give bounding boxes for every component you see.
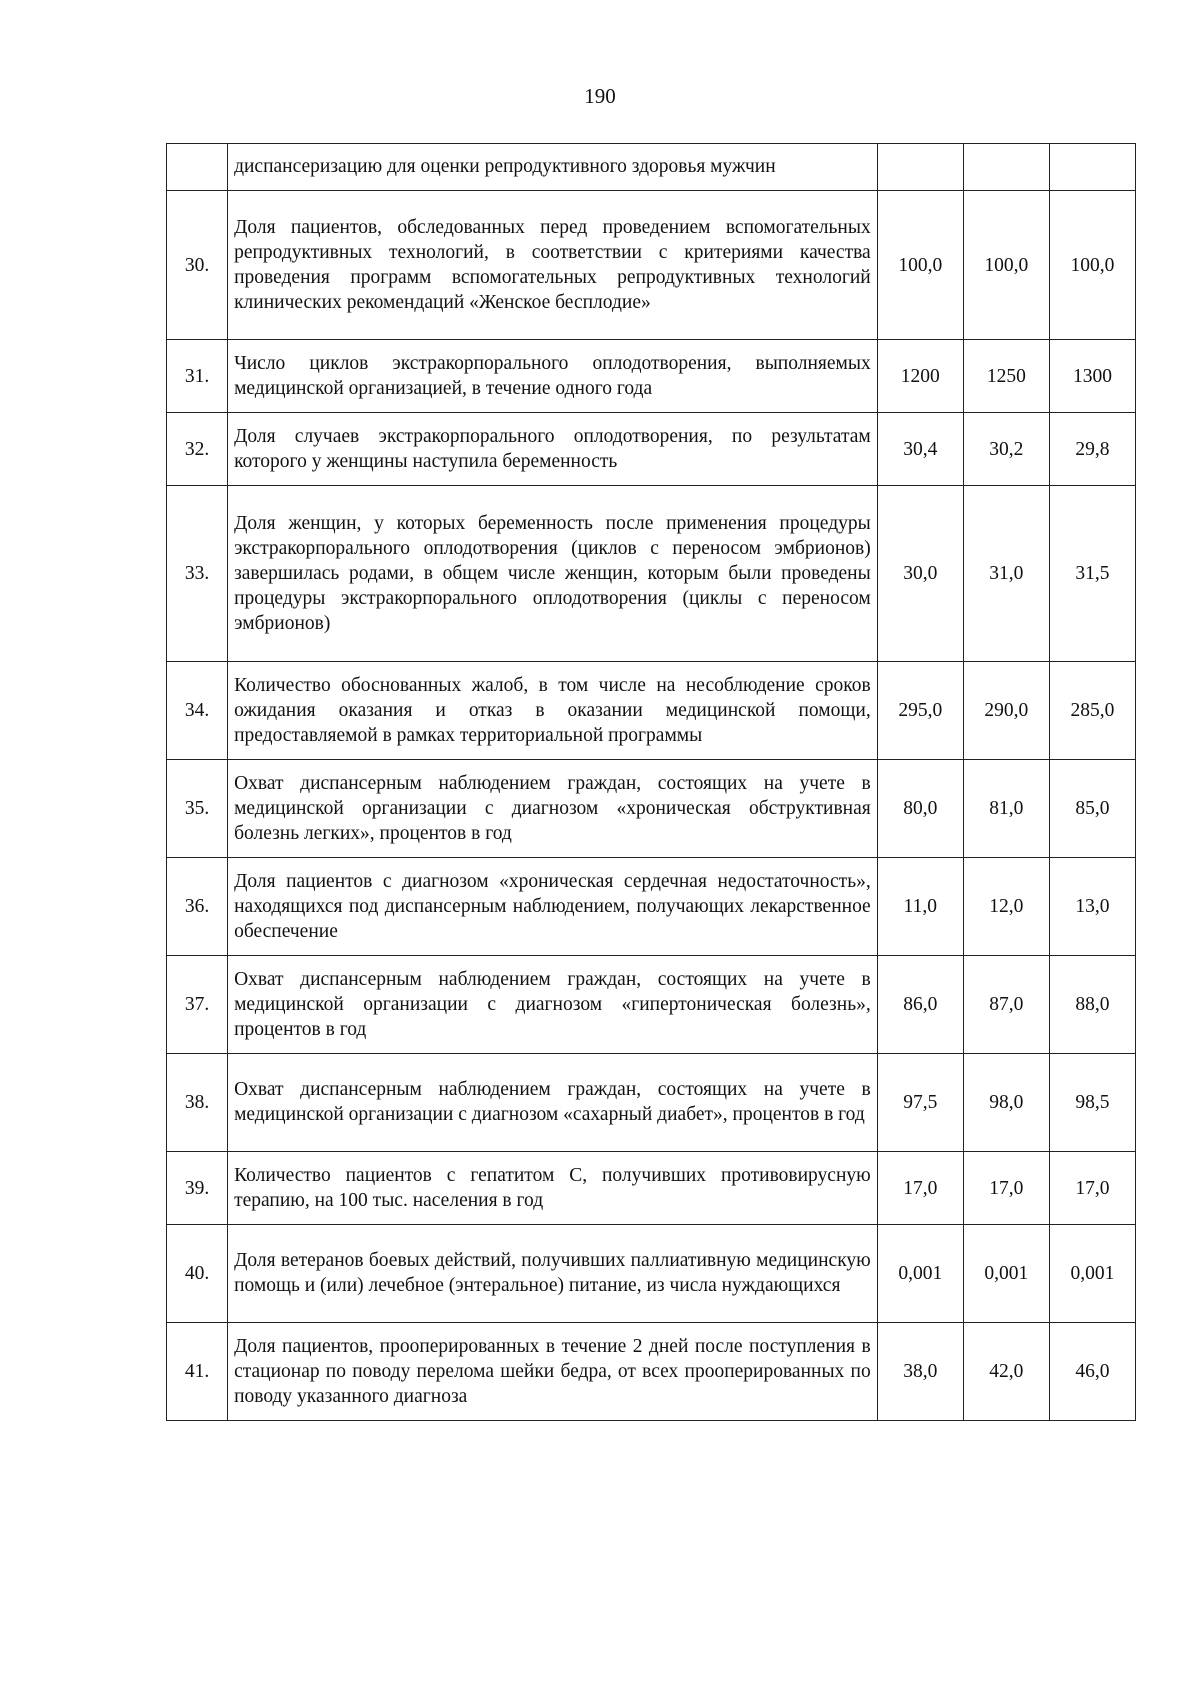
- table-row: [167, 144, 1136, 191]
- row-number: 38.: [167, 1054, 228, 1152]
- table-row: [167, 1323, 1136, 1421]
- value-year-1: 86,0: [877, 956, 963, 1054]
- table-row: [167, 191, 1136, 340]
- indicator-text: Охват диспансерным наблюдением граждан, состоящих на учете в медицинской организации с диагнозом «сахарный диабет», процентов в год: [228, 1054, 878, 1152]
- table-row: [167, 486, 1136, 662]
- indicator-text: Охват диспансерным наблюдением граждан, состоящих на учете в медицинской организации с диагнозом «хроническая обструктивная болезнь легких», процентов в год: [228, 760, 878, 858]
- value-year-1: 17,0: [877, 1152, 963, 1225]
- indicator-text: Доля пациентов, прооперированных в течение 2 дней после поступления в стационар по поводу перелома шейки бедра, от всех прооперированных по поводу указанного диагноза: [228, 1323, 878, 1421]
- value-year-3: 31,5: [1049, 486, 1135, 662]
- value-year-1: 11,0: [877, 858, 963, 956]
- indicator-text: Доля пациентов с диагнозом «хроническая сердечная недостаточность», находящихся под диспансерным наблюдением, получающих лекарственное обеспечение: [228, 858, 878, 956]
- value-year-1: 1200: [877, 340, 963, 413]
- value-year-3: 100,0: [1049, 191, 1135, 340]
- value-year-2: 12,0: [963, 858, 1049, 956]
- table-row: [167, 1152, 1136, 1225]
- table-row: [167, 858, 1136, 956]
- value-year-3: 29,8: [1049, 413, 1135, 486]
- indicator-text: Доля женщин, у которых беременность после применения процедуры экстракорпорального оплодотворения (циклов с переносом эмбрионов) завершилась родами, в общем числе женщин, которым были проведены процедуры экстракорпорального оплодотворения (циклы с переносом эмбрионов): [228, 486, 878, 662]
- value-year-2: 81,0: [963, 760, 1049, 858]
- row-number: 41.: [167, 1323, 228, 1421]
- row-number: 39.: [167, 1152, 228, 1225]
- indicator-text: Количество пациентов с гепатитом С, получивших противовирусную терапию, на 100 тыс. населения в год: [228, 1152, 878, 1225]
- table-row: [167, 413, 1136, 486]
- indicator-text: Доля ветеранов боевых действий, получивших паллиативную медицинскую помощь и (или) лечебное (энтеральное) питание, из числа нуждающихся: [228, 1225, 878, 1323]
- table-row: [167, 340, 1136, 413]
- indicator-text: Охват диспансерным наблюдением граждан, состоящих на учете в медицинской организации с диагнозом «гипертоническая болезнь», процентов в год: [228, 956, 878, 1054]
- value-year-1: [877, 144, 963, 191]
- value-year-2: 1250: [963, 340, 1049, 413]
- value-year-2: 42,0: [963, 1323, 1049, 1421]
- row-number: 31.: [167, 340, 228, 413]
- value-year-3: 0,001: [1049, 1225, 1135, 1323]
- row-number: 32.: [167, 413, 228, 486]
- indicator-text: Доля случаев экстракорпорального оплодотворения, по результатам которого у женщины наступила беременность: [228, 413, 878, 486]
- value-year-2: 98,0: [963, 1054, 1049, 1152]
- value-year-2: 30,2: [963, 413, 1049, 486]
- table-row: [167, 1225, 1136, 1323]
- value-year-1: 38,0: [877, 1323, 963, 1421]
- row-number: 37.: [167, 956, 228, 1054]
- row-number: [167, 144, 228, 191]
- value-year-1: 295,0: [877, 662, 963, 760]
- value-year-2: 17,0: [963, 1152, 1049, 1225]
- indicator-text: Доля пациентов, обследованных перед проведением вспомогательных репродуктивных технологий, в соответствии с критериями качества проведения программ вспомогательных репродуктивных технологий клинических рекомендаций «Женское бесплодие»: [228, 191, 878, 340]
- value-year-3: 46,0: [1049, 1323, 1135, 1421]
- value-year-3: 285,0: [1049, 662, 1135, 760]
- value-year-3: 1300: [1049, 340, 1135, 413]
- value-year-1: 97,5: [877, 1054, 963, 1152]
- value-year-1: 0,001: [877, 1225, 963, 1323]
- row-number: 33.: [167, 486, 228, 662]
- value-year-3: 98,5: [1049, 1054, 1135, 1152]
- value-year-2: 290,0: [963, 662, 1049, 760]
- value-year-3: 85,0: [1049, 760, 1135, 858]
- table-row: [167, 956, 1136, 1054]
- row-number: 30.: [167, 191, 228, 340]
- value-year-3: 88,0: [1049, 956, 1135, 1054]
- table-row: [167, 1054, 1136, 1152]
- value-year-2: 100,0: [963, 191, 1049, 340]
- value-year-2: 31,0: [963, 486, 1049, 662]
- table-row: [167, 760, 1136, 858]
- value-year-1: 100,0: [877, 191, 963, 340]
- row-number: 40.: [167, 1225, 228, 1323]
- indicator-text: диспансеризацию для оценки репродуктивного здоровья мужчин: [228, 144, 878, 191]
- value-year-3: 17,0: [1049, 1152, 1135, 1225]
- indicator-text: Количество обоснованных жалоб, в том числе на несоблюдение сроков ожидания оказания и отказ в оказании медицинской помощи, предоставляемой в рамках территориальной программы: [228, 662, 878, 760]
- indicators-table: [166, 143, 1136, 1421]
- value-year-2: [963, 144, 1049, 191]
- row-number: 35.: [167, 760, 228, 858]
- value-year-1: 30,4: [877, 413, 963, 486]
- value-year-2: 87,0: [963, 956, 1049, 1054]
- value-year-1: 80,0: [877, 760, 963, 858]
- indicator-text: Число циклов экстракорпорального оплодотворения, выполняемых медицинской организацией, в течение одного года: [228, 340, 878, 413]
- value-year-3: 13,0: [1049, 858, 1135, 956]
- value-year-2: 0,001: [963, 1225, 1049, 1323]
- value-year-1: 30,0: [877, 486, 963, 662]
- value-year-3: [1049, 144, 1135, 191]
- table-row: [167, 662, 1136, 760]
- row-number: 36.: [167, 858, 228, 956]
- page-number: 190: [584, 84, 616, 108]
- row-number: 34.: [167, 662, 228, 760]
